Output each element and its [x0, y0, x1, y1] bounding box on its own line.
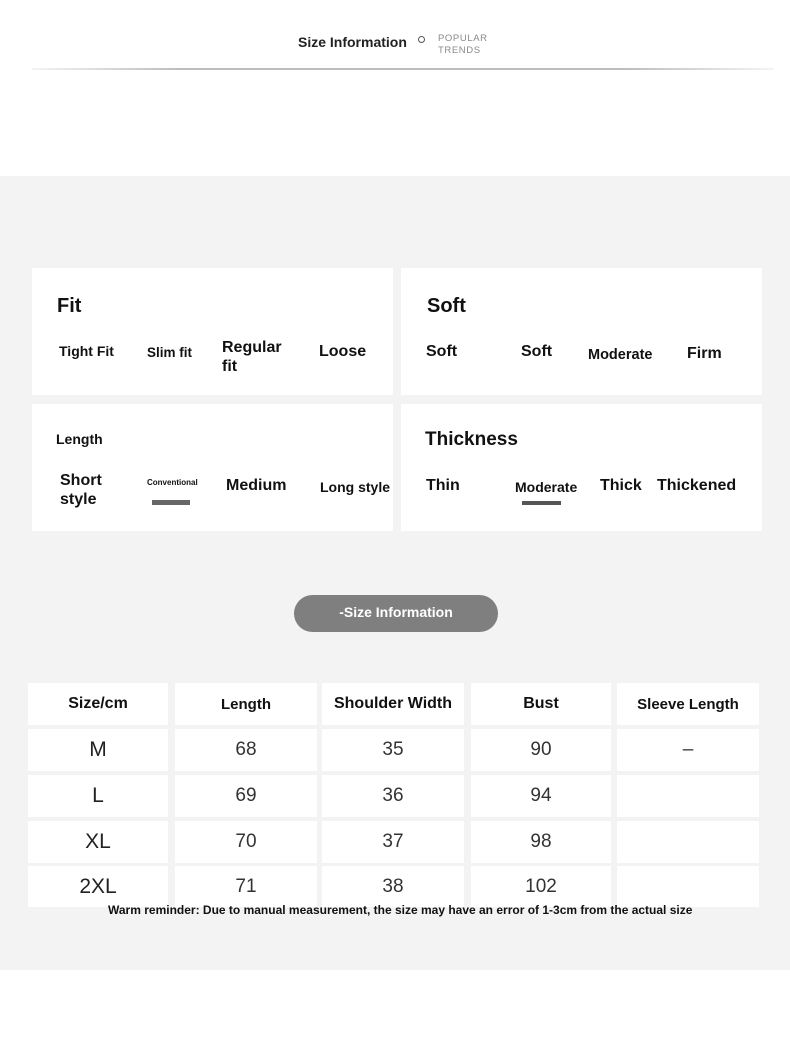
table-cell-shoulder: 38 [322, 866, 464, 907]
table-cell-bust: 90 [471, 729, 611, 771]
table-cell-bust: 102 [471, 866, 611, 907]
circle-icon [418, 36, 425, 43]
table-cell-bust: 94 [471, 775, 611, 817]
softness-option-moderate: Moderate [588, 347, 653, 363]
fit-card [32, 268, 393, 395]
header-divider [32, 68, 774, 70]
header-subtitle-line1: POPULAR [438, 33, 488, 44]
table-cell-shoulder: 36 [322, 775, 464, 817]
softness-card [401, 268, 762, 395]
table-cell-length: 71 [175, 866, 317, 907]
table-header-size: Size/cm [28, 683, 168, 725]
fit-option-tight: Tight Fit [59, 343, 114, 359]
length-option-long: Long style [320, 479, 391, 495]
length-option-short: Short style [60, 472, 102, 508]
thickness-option-thin: Thin [426, 477, 460, 494]
fit-option-regular: Regular fit [222, 339, 282, 375]
thickness-card-title: Thickness [425, 429, 518, 450]
softness-option-firm: Firm [687, 345, 722, 362]
length-option-conventional: Conventional [147, 478, 198, 487]
size-information-pill: -Size Information [294, 595, 498, 632]
thickness-selected-indicator [522, 501, 561, 505]
length-card-title: Length [56, 431, 103, 447]
table-cell-sleeve [617, 821, 759, 863]
length-option-medium: Medium [226, 477, 287, 494]
length-card [32, 404, 393, 531]
table-cell-sleeve [617, 866, 759, 907]
fit-option-loose: Loose [319, 343, 367, 360]
fit-card-title: Fit [57, 295, 82, 317]
page-title: Size Information [298, 34, 407, 50]
table-header-shoulder-width: Shoulder Width [322, 683, 464, 725]
table-cell-length: 69 [175, 775, 317, 817]
softness-card-title: Soft [427, 295, 466, 317]
softness-option-soft-2: Soft [521, 343, 553, 360]
thickness-option-moderate: Moderate [515, 479, 578, 495]
thickness-card [401, 404, 762, 531]
warm-reminder-note: Warm reminder: Due to manual measurement, the size may have an error of 1-3cm from the actual size [108, 903, 693, 917]
length-selected-indicator [152, 500, 190, 505]
thickness-option-thick: Thick [600, 477, 642, 494]
softness-option-soft: Soft [426, 343, 458, 360]
table-cell-shoulder: 35 [322, 729, 464, 771]
table-cell-size: M [28, 729, 168, 771]
table-cell-sleeve: – [617, 729, 759, 771]
thickness-option-thickened: Thickened [657, 477, 737, 494]
table-header-bust: Bust [471, 683, 611, 725]
table-cell-size: 2XL [28, 866, 168, 907]
header-subtitle [438, 33, 488, 57]
table-cell-shoulder: 37 [322, 821, 464, 863]
table-header-length: Length [175, 683, 317, 725]
table-cell-sleeve [617, 775, 759, 817]
header-subtitle-line2: TRENDS [438, 45, 481, 56]
table-cell-length: 70 [175, 821, 317, 863]
table-cell-bust: 98 [471, 821, 611, 863]
table-cell-length: 68 [175, 729, 317, 771]
table-header-sleeve-length: Sleeve Length [617, 683, 759, 725]
fit-option-slim: Slim fit [147, 345, 193, 360]
table-cell-size: XL [28, 821, 168, 863]
table-cell-size: L [28, 775, 168, 817]
